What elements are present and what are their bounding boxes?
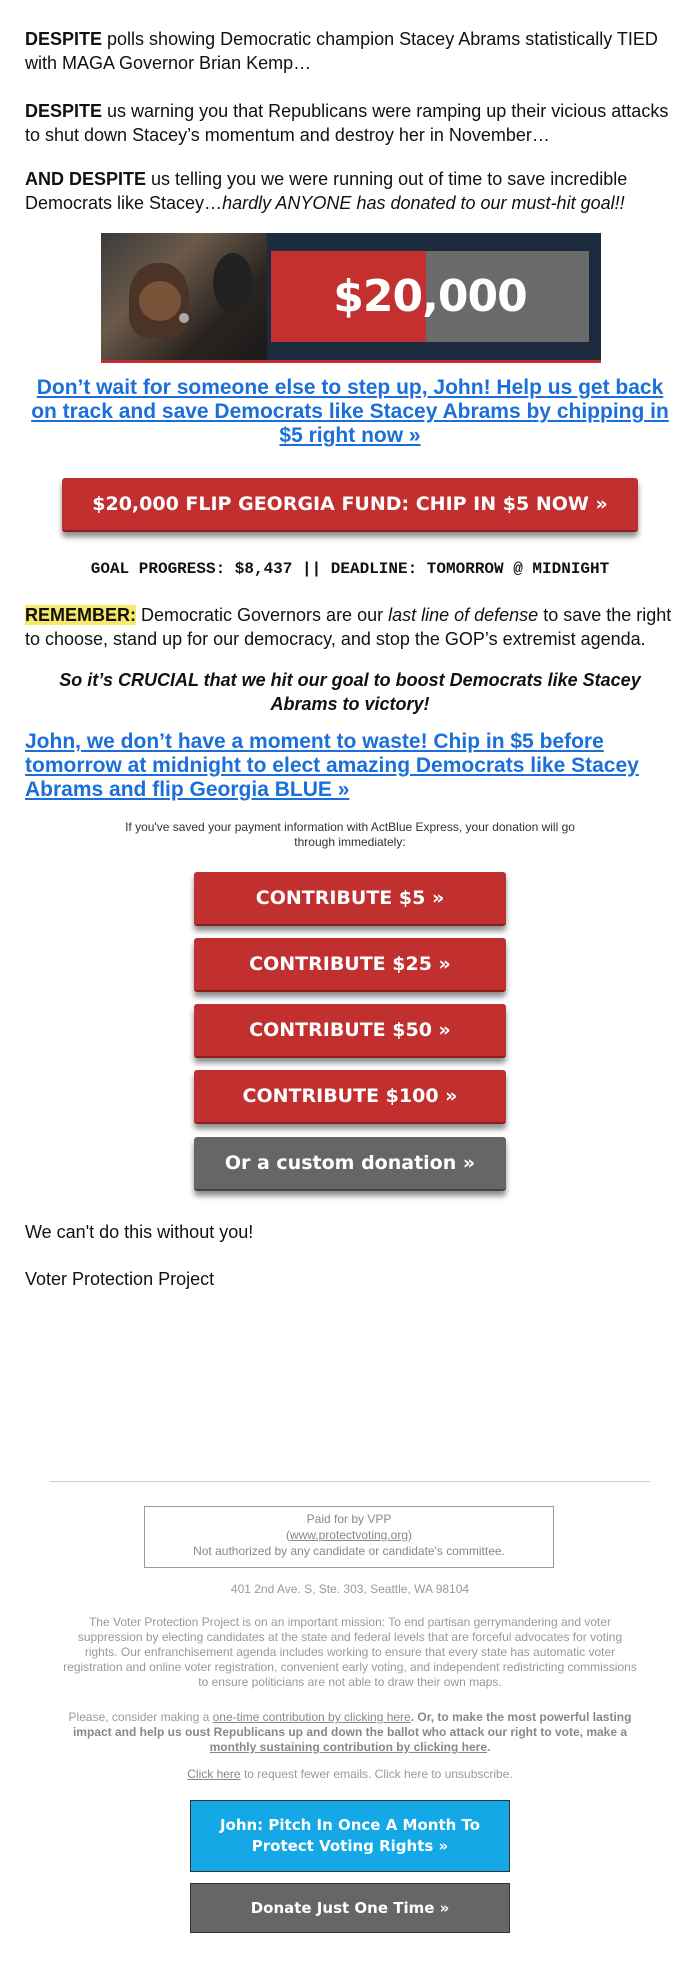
contribute-100-button[interactable]: CONTRIBUTE $100 » — [194, 1070, 506, 1124]
candidate-photo — [101, 233, 267, 360]
intro-paragraph-1 — [25, 27, 685, 75]
footer-mission: The Voter Protection Project is on an important mission: To end partisan gerrymandering and voter suppression by electing candidates at the state and federal levels that are forceful advocates for voting rights. Our enfranchisement agenda includes working to ensure that every state has automatic voter registration and online voter registration, convenient early voting, and independent redistricting commissions to ensure politicians are not able to draw their own maps. — [63, 1615, 637, 1689]
fewer-emails-link[interactable]: Click here — [187, 1767, 241, 1781]
goal-box — [271, 251, 589, 342]
remember-text: Democratic Governors are our — [136, 605, 389, 625]
consider-text: . — [487, 1740, 491, 1754]
goal-banner[interactable] — [101, 233, 601, 363]
consider-text: . Or, to make the most powerful lasting impact and help us oust Republicans up and down the ballot who attack our right to vote, make a — [72, 1710, 632, 1739]
signature: Voter Protection Project — [25, 1269, 215, 1289]
intro-italic: hardly ANYONE has donated to our must-hit goal!! — [222, 193, 625, 213]
intro-text: polls showing Democratic champion Stacey Abrams statistically TIED with MAGA Governor Brian Kemp… — [25, 29, 658, 73]
paid-for-url: (www.protectvoting.org) — [285, 1528, 413, 1542]
intro-bold: DESPITE — [25, 101, 103, 121]
contribute-5-button[interactable]: CONTRIBUTE $5 » — [194, 872, 506, 926]
intro-paragraph-2 — [25, 99, 685, 147]
one-time-donation-button[interactable]: Donate Just One Time » — [190, 1883, 510, 1933]
monthly-contribution-link[interactable]: monthly sustaining contribution by clicking here — [209, 1740, 487, 1754]
custom-donation-button[interactable]: Or a custom donation » — [194, 1137, 506, 1191]
one-time-contribution-link[interactable]: one-time contribution by clicking here — [212, 1710, 411, 1724]
paid-for-text: Paid for by VPP — [306, 1512, 392, 1526]
footer-divider — [50, 1481, 650, 1482]
unsubscribe-text[interactable]: to request fewer emails. Click here to unsubscribe. — [240, 1767, 513, 1781]
contribute-50-button[interactable]: CONTRIBUTE $50 » — [194, 1004, 506, 1058]
remember-text: to save the right to choose, stand up for our democracy, and stop the GOP’s extremist agenda. — [25, 605, 672, 649]
not-authorized-text: Not authorized by any candidate or candidate's committee. — [193, 1544, 505, 1558]
remember-italic: last line of defense — [388, 605, 539, 625]
consider-text: Please, consider making a — [68, 1710, 213, 1724]
microphone-icon — [179, 313, 189, 323]
footer-consider — [60, 1710, 640, 1755]
intro-text: us telling you we were running out of time to save incredible Democrats like Stacey… — [25, 169, 628, 213]
paid-for-box — [144, 1506, 554, 1568]
intro-paragraph-3 — [25, 167, 685, 215]
crucial-statement: So it’s CRUCIAL that we hit our goal to boost Democrats like Stacey Abrams to victory! — [59, 670, 641, 714]
ask-link-flip-georgia[interactable]: John, we don’t have a moment to waste! Chip in $5 before tomorrow at midnight to elect amazing Democrats like Stacey Abrams and flip Georgia BLUE » — [25, 730, 639, 801]
footer-fewer-emails — [60, 1767, 640, 1782]
remember-paragraph — [25, 603, 685, 651]
intro-text: us warning you that Republicans were ramping up their vicious attacks to shut down Stacey’s momentum and destroy her in November… — [25, 101, 669, 145]
protectvoting-link[interactable]: www.protectvoting.org — [289, 1528, 409, 1542]
goal-progress: GOAL PROGRESS: $8,437 || DEADLINE: TOMORROW @ MIDNIGHT — [90, 560, 610, 578]
flip-georgia-fund-button[interactable]: $20,000 FLIP GEORGIA FUND: CHIP IN $5 NOW » — [62, 478, 638, 532]
ask-link-chip-in[interactable]: Don’t wait for someone else to step up, John! Help us get back on track and save Democrats like Stacey Abrams by chipping in $5 right now » — [31, 376, 669, 447]
contribute-25-button[interactable]: CONTRIBUTE $25 » — [194, 938, 506, 992]
monthly-donation-button[interactable]: John: Pitch In Once A Month To Protect Voting Rights » — [190, 1800, 510, 1872]
intro-bold: DESPITE — [25, 29, 103, 49]
goal-text: $20,000 — [333, 271, 527, 322]
intro-bold: AND DESPITE — [25, 169, 147, 189]
actblue-express-note: If you've saved your payment information with ActBlue Express, your donation will go through immediately: — [125, 820, 575, 849]
remember-label: REMEMBER: — [25, 605, 136, 625]
footer-address: 401 2nd Ave. S, Ste. 303, Seattle, WA 98104 — [230, 1582, 470, 1596]
closing-line: We can't do this without you! — [25, 1222, 254, 1242]
